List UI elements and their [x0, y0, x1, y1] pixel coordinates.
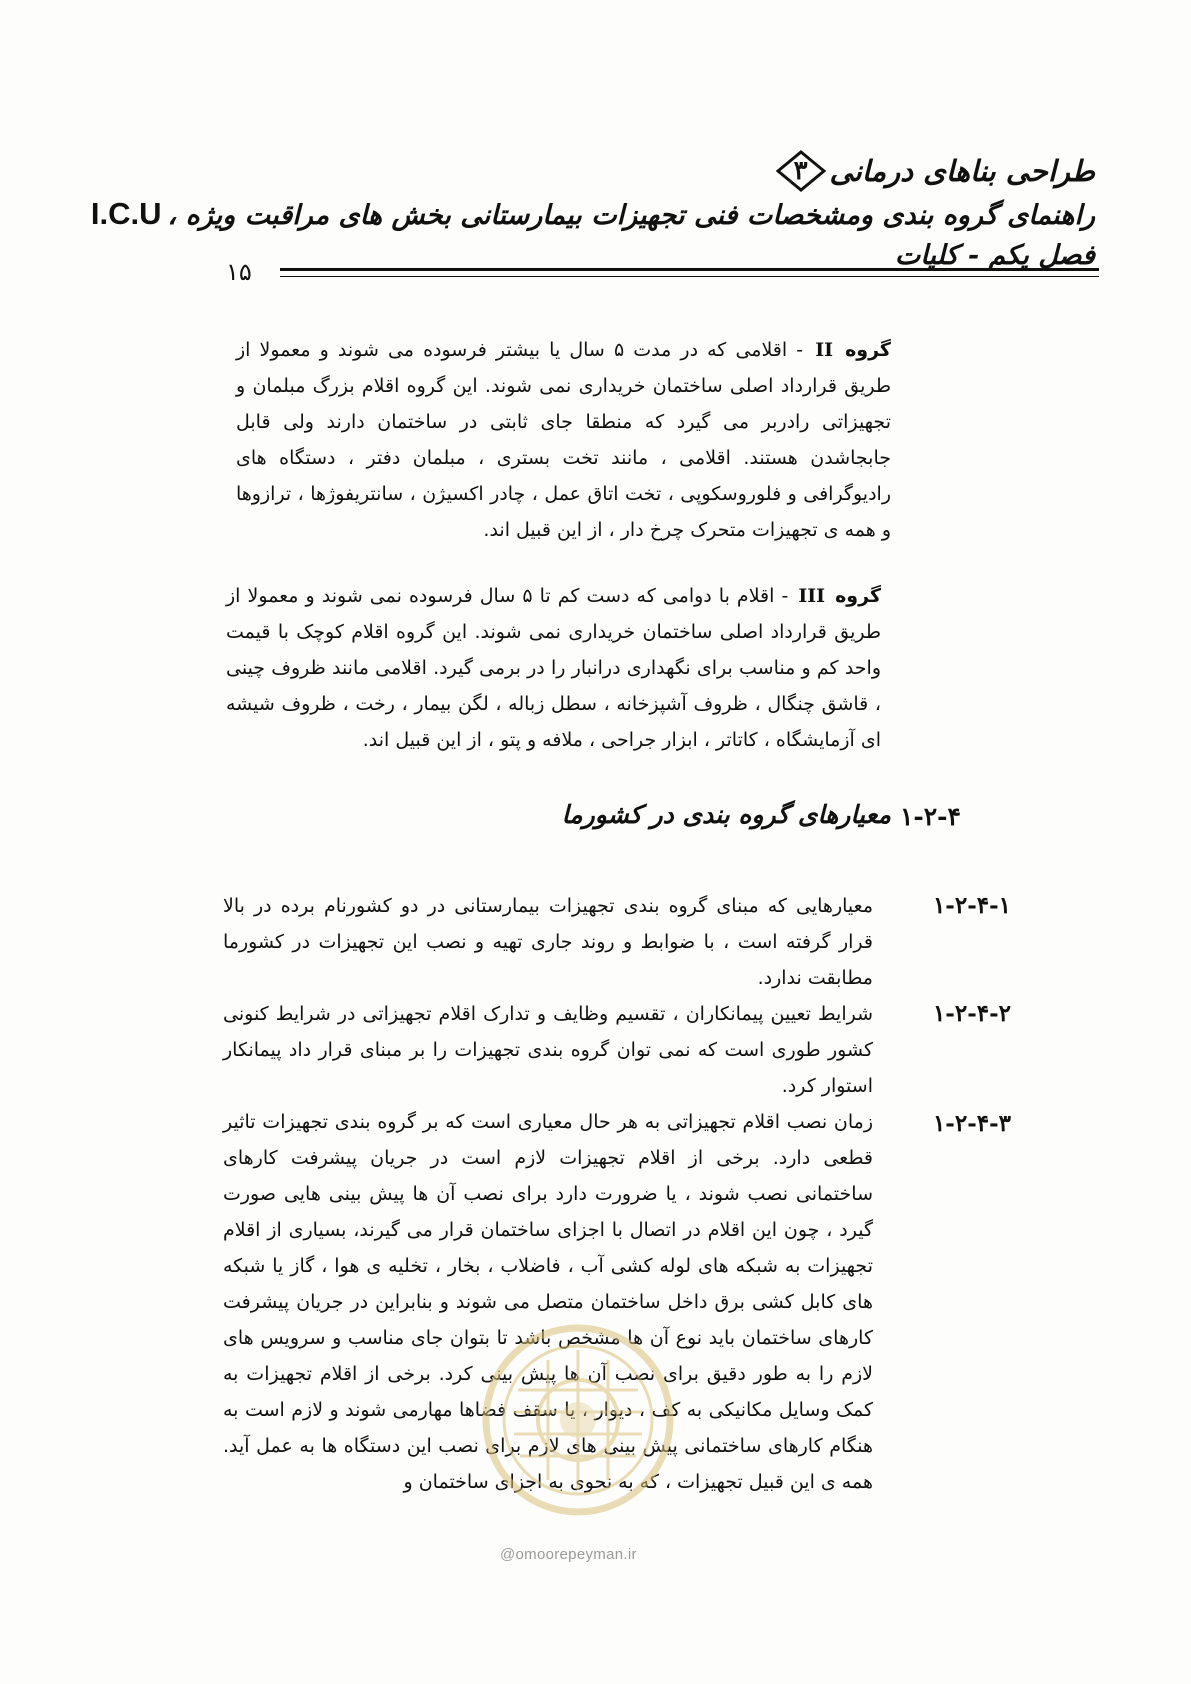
series-number-badge	[776, 150, 826, 192]
group-label: گروه	[845, 339, 891, 361]
item-text: زمان نصب اقلام تجهیزاتی به هر حال معیاری است که بر گروه بندی تجهیزات تاثیر قطعی دارد. برخی از اقلام تجهیزات لازم است در جریان پیشرفت کارهای ساختمانی نصب شوند ، یا ضرورت دارد برای نصب آن ها پیش بینی هایی صورت گیرد ، چون این اقلام در اتصال با اجزای ساختمان قرار می گیرند، بسیاری از اقلام تجهیزات به شبکه های لوله کشی آب ، فاضلاب ، بخار ، تخلیه ی هوا ، گاز یا شبکه های کابل کشی برق داخل ساختمان متصل می شوند و بنابراین در جریان پیشرفت کارهای ساختمان باید نوع آن ها مشخص باشد تا بتوان جای مناسب و سرویس های لازم را به طور دقیق برای نصب آن ها پیش بینی کرد. برخی از اقلام تجهیزات به کمک وسایل مکانیکی به کف ، دیوار ، یا سقف فضاها مهارمی شوند و لازم است به هنگام کارهای ساختمانی پیش بینی های لازم برای نصب این دستگاه ها به عمل آید. همه ی این قبیل تجهیزات ، که به نحوی به اجزای ساختمان و	[223, 1111, 873, 1493]
header-rule-thin	[280, 276, 1099, 277]
subtitle	[90, 196, 1095, 232]
group-3-paragraph	[226, 578, 881, 758]
item-text: شرایط تعیین پیمانکاران ، تقسیم وظایف و تدارک اقلام تجهیزاتی در شرایط کنونی کشور طوری است که نمی توان گروه بندی تجهیزات را بر مبنای قرار داد پیمانکار استوار کرد.	[223, 1003, 873, 1097]
item-number: ۱-۲-۴-۳	[932, 1110, 1011, 1137]
group-roman-numeral: III	[798, 585, 826, 607]
item-text: معیارهایی که مبنای گروه بندی تجهیزات بیمارستانی در دو کشورنام برده در بالا قرار گرفته است ، با ضوابط و روند جاری تهیه و نصب این تجهیزات در کشورما مطابقت ندارد.	[223, 895, 873, 989]
series-number: ۳	[793, 156, 808, 186]
header-rule	[280, 268, 1099, 271]
group-label: گروه	[835, 585, 881, 607]
subtitle-acronym: I.C.U	[90, 196, 162, 231]
watermark-text: @omoorepeyman.ir	[500, 1546, 637, 1563]
page-number: ۱۵	[226, 258, 252, 286]
group-text: - اقلامی که در مدت ۵ سال یا بیشتر فرسوده می شوند و معمولا از طریق قرارداد اصلی ساختمان خریداری نمی شوند. این گروه اقلام بزرگ مبلمان و تجهیزاتی رادربر می گیرد که منطقا جای ثابتی در ساختمان دارند ولی قابل جابجاشدن هستند. اقلامی ، مانند تخت بستری ، مبلمان دفتر ، دستگاه های رادیوگرافی و فلوروسکوپی ، تخت اتاق عمل ، چادر اکسیژن ، سانتریفوژها ، ترازوها و همه ی تجهیزات متحرک چرخ دار ، از این قبیل اند.	[236, 339, 891, 541]
item-number: ۱-۲-۴-۲	[932, 1000, 1011, 1027]
group-text: - اقلام با دوامی که دست کم تا ۵ سال فرسوده نمی شوند و معمولا از طریق قرارداد اصلی ساختمان خریداری نمی شوند. این گروه اقلام کوچک با قیمت واحد کم و مناسب برای نگهداری درانبار را در برمی گیرد. اقلامی مانند ظروف چینی ، قاشق چنگال ، ظروف آشپزخانه ، سطل زباله ، لگن بیمار ، رخت ، ظروف شیشه ای آزمایشگاه ، کاتاتر ، ابزار جراحی ، ملافه و پتو ، از این قبیل اند.	[226, 585, 881, 751]
section-title: معیارهای گروه بندی در کشورما	[561, 800, 891, 829]
series-title-text: طراحی بناهای درمانی	[829, 154, 1095, 188]
section-number: ۱-۲-۴	[899, 802, 961, 831]
group-2-paragraph	[236, 332, 891, 548]
group-roman-numeral: II	[815, 339, 833, 361]
watermark-seal	[478, 1320, 678, 1520]
item-number: ۱-۲-۴-۱	[932, 892, 1011, 919]
chapter-title: فصل یکم - کلیات	[894, 240, 1095, 271]
subtitle-text: راهنمای گروه بندی ومشخصات فنی تجهیزات بیمارستانی بخش های مراقبت ویژه ،	[167, 200, 1095, 231]
series-title	[235, 150, 1095, 192]
